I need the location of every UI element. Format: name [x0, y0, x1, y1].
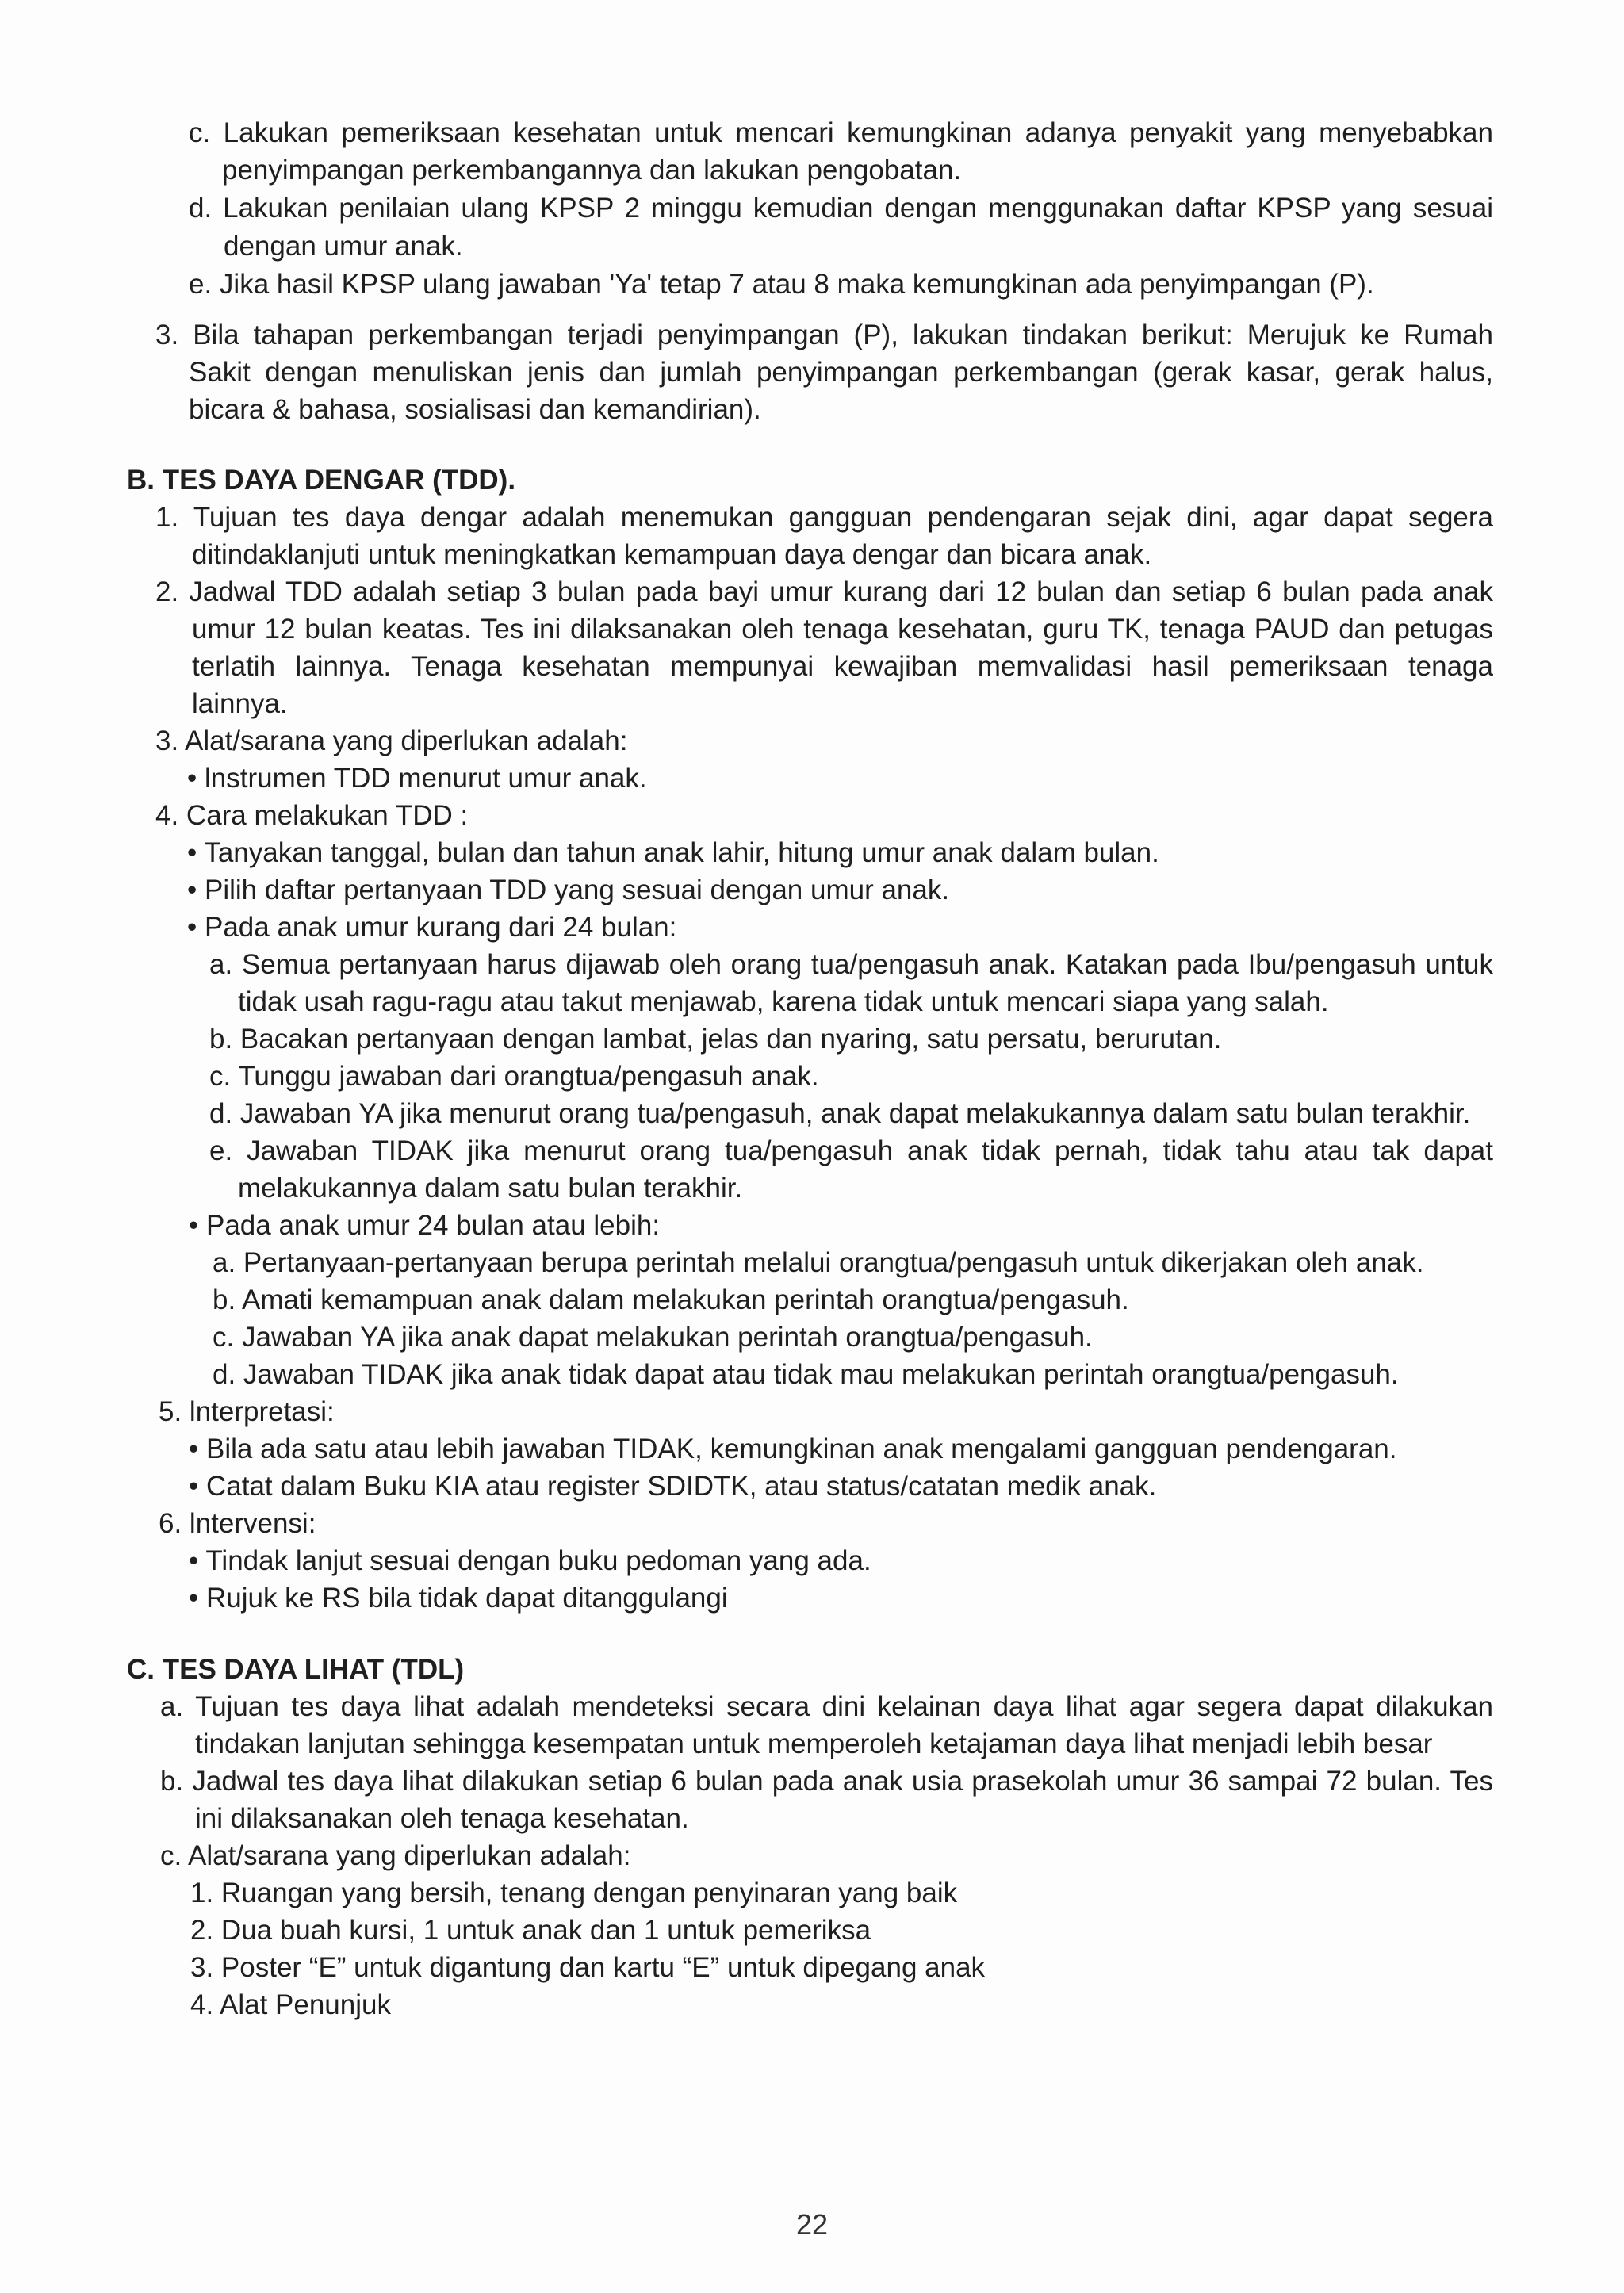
over24-d: d. Jawaban TIDAK jika anak tidak dapat atau tidak mau melakukan perintah orangtua/pengasuh.: [213, 1359, 1399, 1390]
tdl-a-line-2: tindakan lanjutan sehingga kesempatan untuk memperoleh ketajaman daya lihat menjadi lebih besar: [195, 1728, 1433, 1759]
tdd-item-1-line-1: 1. Tujuan tes daya dengar adalah menemukan gangguan pendengaran sejak dini, agar dapat segera: [155, 502, 1493, 533]
under24-a-line-1: a. Semua pertanyaan harus dijawab oleh orang tua/pengasuh anak. Katakan pada Ibu/pengasuh untuk: [209, 949, 1493, 980]
item-d-line-2: dengan umur anak.: [224, 231, 463, 262]
tdd-item-4-title: 4. Cara melakukan TDD :: [155, 800, 469, 831]
tdd-item-4-bullet-1: • Tanyakan tanggal, bulan dan tahun anak lahir, hitung umur anak dalam bulan.: [187, 837, 1159, 868]
over24-c: c. Jawaban YA jika anak dapat melakukan perintah orangtua/pengasuh.: [213, 1322, 1093, 1353]
tdd-item-2-line-4: lainnya.: [192, 688, 288, 719]
tdd-item-3-title: 3. Alat/sarana yang diperlukan adalah:: [155, 725, 628, 756]
over24-a: a. Pertanyaan-pertanyaan berupa perintah melalui orangtua/pengasuh untuk dikerjakan oleh anak.: [213, 1247, 1424, 1278]
item-3-line-1: 3. Bila tahapan perkembangan terjadi penyimpangan (P), lakukan tindakan berikut: Merujuk ke Rumah: [155, 320, 1493, 350]
tdl-b-line-2: ini dilaksanakan oleh tenaga kesehatan.: [195, 1803, 689, 1834]
tdd-item-2-line-3: terlatih lainnya. Tenaga kesehatan mempunyai kewajiban memvalidasi hasil pemeriksaan tenaga: [192, 651, 1493, 682]
under24-d: d. Jawaban YA jika menurut orang tua/pengasuh, anak dapat melakukannya dalam satu bulan terakhir.: [209, 1098, 1471, 1129]
tdd-item-3-bullet: • lnstrumen TDD menurut umur anak.: [187, 763, 647, 794]
tdd-item-6-title: 6. lntervensi:: [159, 1508, 316, 1539]
tdd-item-6-bullet-1: • Tindak lanjut sesuai dengan buku pedoman yang ada.: [189, 1545, 871, 1576]
under24-b: b. Bacakan pertanyaan dengan lambat, jelas dan nyaring, satu persatu, berurutan.: [209, 1024, 1222, 1055]
item-c-line-1: c. Lakukan pemeriksaan kesehatan untuk mencari kemungkinan adanya penyakit yang menyebabkan: [189, 117, 1493, 148]
item-c-line-2: penyimpangan perkembangannya dan lakukan pengobatan.: [222, 155, 962, 186]
tdl-c-title: c. Alat/sarana yang diperlukan adalah:: [160, 1840, 631, 1871]
section-c-heading: C. TES DAYA LIHAT (TDL): [127, 1654, 465, 1685]
under24-c: c. Tunggu jawaban dari orangtua/pengasuh anak.: [209, 1061, 819, 1092]
tdl-c-item-1: 1. Ruangan yang bersih, tenang dengan penyinaran yang baik: [190, 1878, 958, 1908]
tdl-c-item-4: 4. Alat Penunjuk: [190, 1989, 391, 2020]
tdd-item-5-title: 5. lnterpretasi:: [159, 1396, 335, 1427]
tdd-item-5-bullet-2: • Catat dalam Buku KIA atau register SDIDTK, atau status/catatan medik anak.: [189, 1471, 1157, 1502]
item-e: e. Jika hasil KPSP ulang jawaban 'Ya' tetap 7 atau 8 maka kemungkinan ada penyimpangan (P).: [189, 269, 1374, 300]
tdd-item-4-bullet-2: • Pilih daftar pertanyaan TDD yang sesuai dengan umur anak.: [187, 875, 950, 905]
tdl-c-item-3: 3. Poster “E” untuk digantung dan kartu “E” untuk dipegang anak: [190, 1952, 986, 1983]
under24-e-line-1: e. Jawaban TIDAK jika menurut orang tua/pengasuh anak tidak pernah, tidak tahu atau tak dapat: [209, 1135, 1493, 1166]
under24-a-line-2: tidak usah ragu-ragu atau takut menjawab, karena tidak untuk mencari siapa yang salah.: [238, 986, 1329, 1017]
tdd-item-6-bullet-2: • Rujuk ke RS bila tidak dapat ditanggulangi: [189, 1583, 728, 1614]
tdl-a-line-1: a. Tujuan tes daya lihat adalah mendeteksi secara dini kelainan daya lihat agar segera dapat dilakukan: [160, 1691, 1493, 1722]
tdl-c-item-2: 2. Dua buah kursi, 1 untuk anak dan 1 untuk pemeriksa: [190, 1915, 871, 1946]
under24-e-line-2: melakukannya dalam satu bulan terakhir.: [238, 1173, 743, 1204]
item-3-line-3: bicara & bahasa, sosialisasi dan kemandirian).: [189, 394, 761, 425]
tdd-item-2-line-2: umur 12 bulan keatas. Tes ini dilaksanakan oleh tenaga kesehatan, guru TK, tenaga PAUD dan petugas: [192, 614, 1493, 645]
tdd-item-1-line-2: ditindaklanjuti untuk meningkatkan kemampuan daya dengar dan bicara anak.: [192, 539, 1152, 570]
section-b-heading: B. TES DAYA DENGAR (TDD).: [127, 465, 516, 496]
tdd-item-2-line-1: 2. Jadwal TDD adalah setiap 3 bulan pada bayi umur kurang dari 12 bulan dan setiap 6 bulan pada anak: [155, 576, 1493, 607]
item-d-line-1: d. Lakukan penilaian ulang KPSP 2 minggu kemudian dengan menggunakan daftar KPSP yang sesuai: [189, 193, 1493, 224]
tdd-item-5-bullet-1: • Bila ada satu atau lebih jawaban TIDAK, kemungkinan anak mengalami gangguan pendengaran.: [189, 1434, 1397, 1464]
tdl-b-line-1: b. Jadwal tes daya lihat dilakukan setiap 6 bulan pada anak usia prasekolah umur 36 sampai 72 bulan. Tes: [160, 1766, 1493, 1797]
page-number: 22: [795, 2208, 829, 2241]
tdd-item-4-bullet-3: • Pada anak umur kurang dari 24 bulan:: [187, 912, 677, 943]
item-3-line-2: Sakit dengan menuliskan jenis dan jumlah penyimpangan perkembangan (gerak kasar, gerak halus,: [189, 357, 1493, 388]
over24-b: b. Amati kemampuan anak dalam melakukan perintah orangtua/pengasuh.: [213, 1284, 1129, 1315]
tdd-item-4-bullet-over24: • Pada anak umur 24 bulan atau lebih:: [189, 1210, 661, 1241]
